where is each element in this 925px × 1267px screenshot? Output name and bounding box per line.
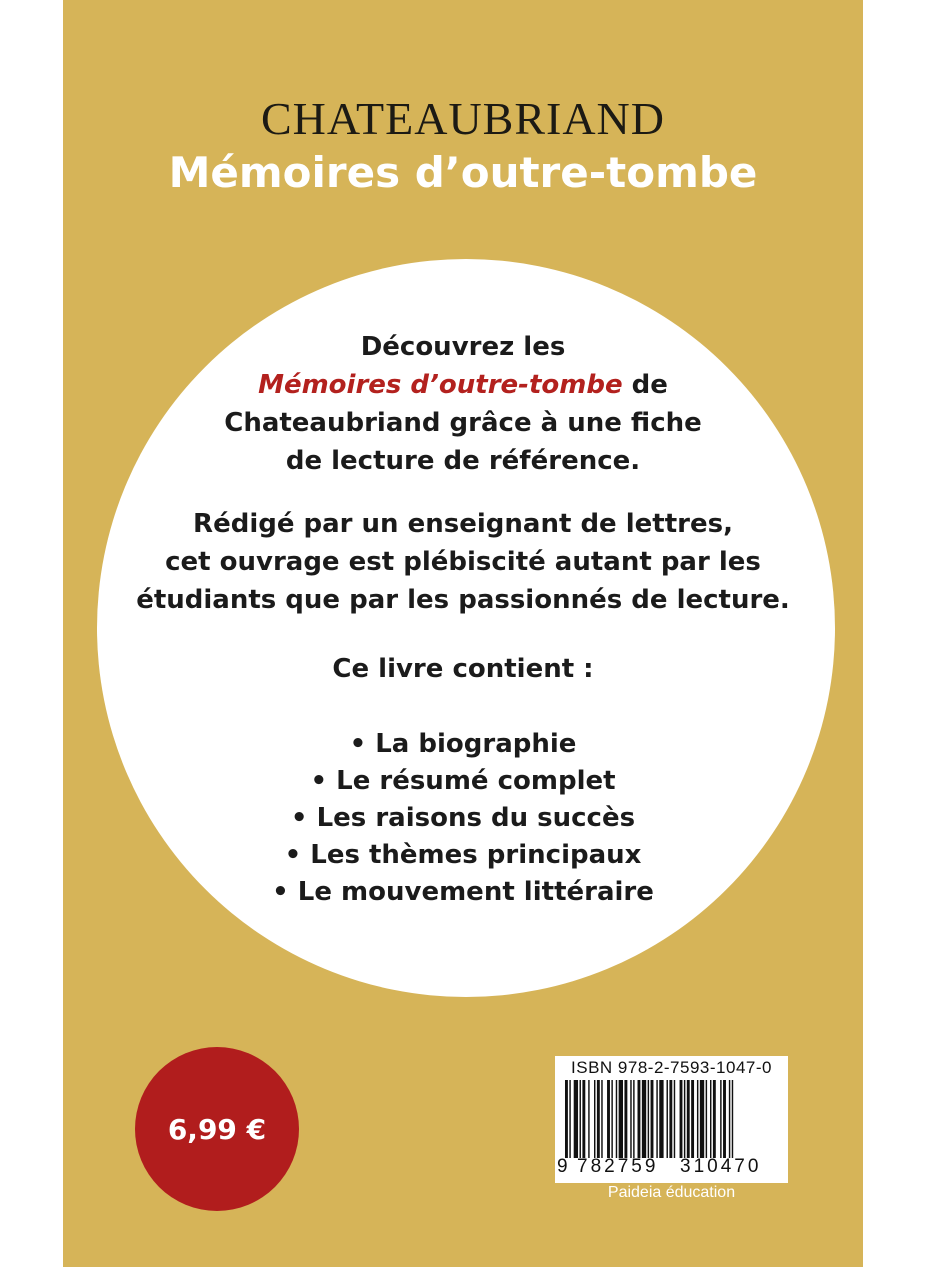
blurb-title-highlight: Mémoires d’outre-tombe — [258, 370, 623, 400]
ean-right-group: 310470 — [680, 1156, 762, 1177]
barcode-bar — [569, 1080, 570, 1158]
barcode-bar — [565, 1080, 568, 1158]
barcode-bar — [680, 1080, 683, 1158]
blurb-p2-line-2: cet ouvrage est plébiscité autant par les — [165, 547, 761, 577]
barcode-bar — [659, 1080, 663, 1158]
barcode-bar — [574, 1080, 578, 1158]
barcode-bar — [648, 1080, 649, 1158]
price-badge — [135, 1047, 299, 1211]
blurb-after-highlight: de — [631, 370, 668, 400]
barcode-bar — [582, 1080, 585, 1158]
blurb-intro-text: Découvrez les — [360, 332, 566, 362]
barcode-bar — [624, 1080, 627, 1158]
barcode-bar — [700, 1080, 704, 1158]
book-title: Mémoires d’outre-tombe — [168, 148, 758, 197]
feature-item-summary: • Le résumé complet — [310, 766, 616, 796]
barcode-bar — [630, 1080, 631, 1158]
features-list — [63, 726, 863, 911]
isbn-label: ISBN 978-2-7593-1047-0 — [571, 1058, 772, 1077]
barcode-bar — [732, 1080, 733, 1158]
barcode-bar — [691, 1080, 694, 1158]
barcode-bar — [633, 1080, 634, 1158]
barcode-bar — [684, 1080, 685, 1158]
barcode-bar — [667, 1080, 668, 1158]
barcode-bar — [723, 1080, 726, 1158]
barcode-panel — [555, 1056, 788, 1183]
publisher-name: Paideia éducation — [607, 1184, 736, 1201]
book-back-cover — [63, 0, 863, 1267]
blurb-p2-line-1: Rédigé par un enseignant de lettres, — [193, 509, 733, 539]
blurb-paragraph-intro — [63, 328, 863, 480]
barcode-image — [561, 1080, 782, 1158]
ean-left-group: 782759 — [577, 1156, 659, 1177]
price-label: 6,99 € — [167, 1112, 267, 1146]
barcode-bar — [706, 1080, 707, 1158]
contents-heading: Ce livre contient : — [332, 654, 594, 684]
ean-first-digit: 9 — [557, 1156, 568, 1177]
feature-item-movement: • Le mouvement littéraire — [272, 877, 654, 907]
barcode-bar — [669, 1080, 672, 1158]
barcode-bar — [611, 1080, 612, 1158]
feature-item-themes: • Les thèmes principaux — [284, 840, 642, 870]
blurb-paragraph-author — [63, 505, 863, 619]
barcode-bar — [642, 1080, 646, 1158]
blurb-line-3: Chateaubriand grâce à une fiche — [224, 408, 702, 438]
barcode-bar — [710, 1080, 711, 1158]
barcode-bar — [697, 1080, 698, 1158]
barcode-bar — [687, 1080, 690, 1158]
barcode-bar — [588, 1080, 589, 1158]
barcode-bar — [713, 1080, 716, 1158]
barcode-bar — [674, 1080, 675, 1158]
feature-item-success: • Les raisons du succès — [290, 803, 636, 833]
author-name: CHATEAUBRIAND — [261, 93, 665, 144]
barcode-bar — [720, 1080, 721, 1158]
barcode-bar — [729, 1080, 730, 1158]
barcode-bar — [601, 1080, 602, 1158]
blurb-p2-line-3: étudiants que par les passionnés de lecture. — [136, 585, 790, 615]
blurb-line-4: de lecture de référence. — [285, 446, 641, 476]
barcode-bar — [656, 1080, 657, 1158]
barcode-bar — [594, 1080, 595, 1158]
barcode-bar — [597, 1080, 600, 1158]
barcode-bar — [616, 1080, 617, 1158]
feature-item-biography: • La biographie — [349, 729, 577, 759]
barcode-bar — [651, 1080, 654, 1158]
barcode-bar — [638, 1080, 641, 1158]
barcode-bar — [607, 1080, 610, 1158]
barcode-bar — [580, 1080, 581, 1158]
barcode-bar — [619, 1080, 623, 1158]
